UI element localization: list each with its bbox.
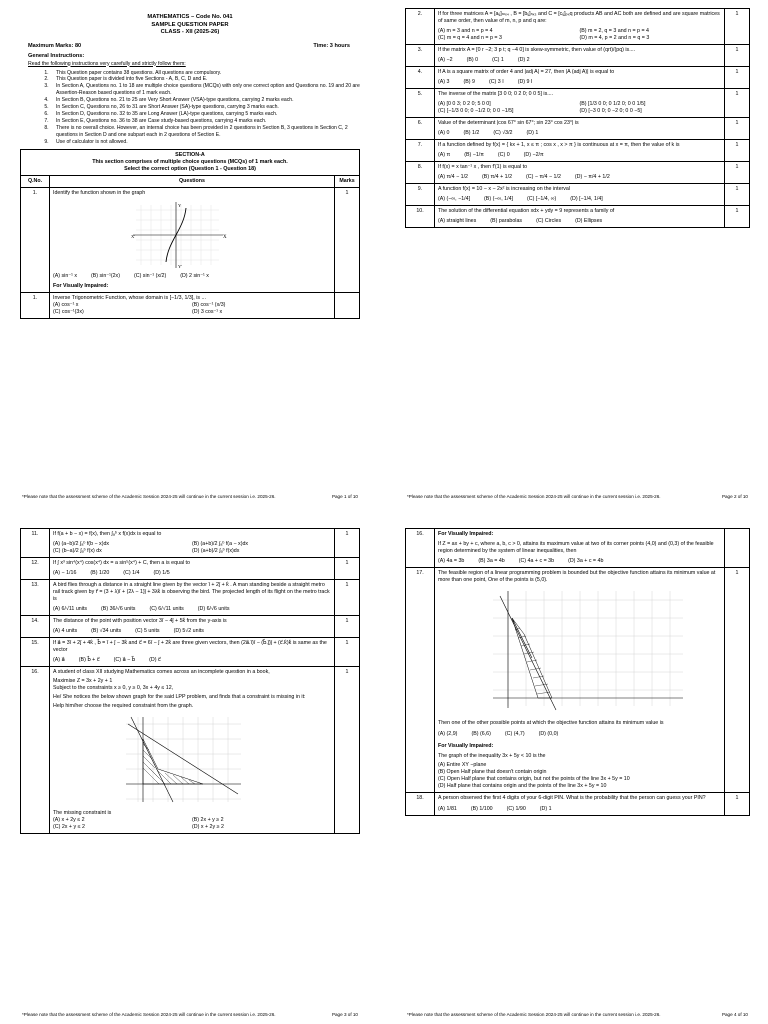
question-text: If f(x) = x tan⁻¹ x , then f′(1) is equal to xyxy=(438,164,528,170)
question-number: 6. xyxy=(406,118,435,140)
option-d: (D) 1 xyxy=(526,130,539,136)
header-line-1: MATHEMATICS – Code No. 041 xyxy=(147,14,233,20)
instructions-list xyxy=(20,70,360,146)
option-c: (C) sin⁻¹ (x/2) xyxy=(133,272,167,279)
question-text: A person observed the first 4 digits of your 6-digit PIN. What is the probability that the person can guess your PIN? xyxy=(438,795,706,801)
option-c: (C) 1 xyxy=(492,57,504,63)
instruction-item: 3. In Section A, Questions no. 1 to 18 are multiple choice questions (MCQs) with only one correct option and Questions no. 19 and 20 are Assertion-Reason based questions of 1 mark each. xyxy=(50,83,360,97)
q1-options xyxy=(53,273,331,280)
question-text: Identify the function shown in the graph xyxy=(53,189,146,196)
general-instructions-subtitle: Read the following instructions very carefully and strictly follow them: xyxy=(28,60,186,67)
q18-options xyxy=(438,806,721,813)
option-d: (D) [−3 0 0; 0 −2 0; 0 0 −5] xyxy=(579,108,642,114)
inverse-sine-graph xyxy=(131,200,229,270)
page-footer xyxy=(407,494,748,500)
option-c: (C) Open Half plane that contains origin, but not the points of the line 3x + 5y = 10 xyxy=(438,776,630,782)
question-text: If ∫ x³ sin⁴(x⁴) cos(x⁴) dx = a sin⁵(x⁴) + C, then a is equal to xyxy=(53,560,190,566)
option-b: (B) (−∞, 1/4] xyxy=(484,196,513,202)
y-neg-label: Y' xyxy=(178,263,183,269)
question-body xyxy=(50,580,335,616)
options xyxy=(53,606,331,613)
option-a: (A) (−∞, −1/4] xyxy=(438,196,471,202)
instruction-item: 6. In Section D, Questions no. 32 to 35 are Long Answer (LA)-type questions, carrying 5 marks each. xyxy=(50,111,360,118)
option-a: (A) 1/81 xyxy=(438,806,457,812)
option-c: (C) 2x + y ≤ 2 xyxy=(53,824,85,830)
option-a: (A) π xyxy=(438,152,451,158)
q16-graph xyxy=(123,714,331,806)
question-body xyxy=(50,638,335,667)
instruction-item: 7. In Section E, Questions no. 36 to 38 are Case study-based questions, carrying 4 marks each. xyxy=(50,118,360,125)
options xyxy=(438,152,721,159)
question-row xyxy=(406,162,750,184)
option-d: (D) 6/√6 units xyxy=(197,606,230,612)
option-c: (C) Circles xyxy=(536,218,562,224)
question-number: 1. xyxy=(21,187,50,292)
option-b: (B) 1/20 xyxy=(90,570,110,576)
question-marks: 1 xyxy=(725,206,750,228)
option-d: (D) (a+b)/2 ∫ₐᵇ f(x)dx xyxy=(192,548,240,554)
question-text: The solution of the differential equation xdx + ydy = 9 represents a family of xyxy=(438,208,615,214)
question-text: If the matrix A = [0 r −2; 3 p t; q −4 0] is skew-symmetric, then value of (qrt)/(pq) is.... xyxy=(438,47,636,53)
question-table-p4 xyxy=(405,528,750,816)
question-number: 2. xyxy=(406,9,435,45)
question-number: 7. xyxy=(406,140,435,162)
question-body xyxy=(50,187,335,292)
option-b: (B) 9 xyxy=(463,79,475,85)
page-4 xyxy=(405,528,750,1018)
option-a: (A) Entire XY −plane xyxy=(438,762,487,768)
option-c: (C) 3 I xyxy=(488,79,504,85)
question-text: If a function defined by f(x) = { kx + 1, x ≤ π ; cos x , x > π } is continuous at x = π, then the value of k is xyxy=(438,142,680,148)
option-a: (A) x + 2y ≤ 2 xyxy=(53,817,85,823)
option-b: (B) Open Half plane that doesn't contain origin xyxy=(438,769,547,775)
table-header-row xyxy=(21,175,360,187)
option-d: (D) 3 cos⁻¹ x xyxy=(192,308,223,315)
options xyxy=(53,657,331,664)
question-body xyxy=(435,793,725,816)
question-body xyxy=(435,9,725,45)
section-a-header xyxy=(20,149,360,174)
option-c: (C) 6/√11 units xyxy=(149,606,184,612)
question-marks: 1 xyxy=(725,67,750,89)
question-body xyxy=(435,45,725,67)
question-marks: 1 xyxy=(725,568,750,793)
question-body xyxy=(435,162,725,184)
visually-impaired-label: For Visually Impaired: xyxy=(438,743,494,749)
question-row xyxy=(21,558,360,580)
q16-extra-1: Maximise Z = 3x + 2y + 1 xyxy=(53,678,113,684)
option-d: (D) 3a + c = 4b xyxy=(568,558,604,564)
question-text: A function f(x) = 10 − x − 2x² is increasing on the interval xyxy=(438,186,571,192)
option-d: (D) m = 4, p = 2 and n = q = 3 xyxy=(579,35,650,41)
question-marks: 1 xyxy=(725,89,750,118)
question-number: 10. xyxy=(406,206,435,228)
lpp-graph xyxy=(123,714,243,806)
question-text: If Z = ax + by + c, where a, b, c > 0, attains its maximum value at two of its corner points (4,0) and (0,3) of the feasible region determined by the system of linear inequalities, then xyxy=(438,541,714,554)
question-row xyxy=(406,89,750,118)
y-axis-label: Y xyxy=(178,202,182,208)
col-qno: Q.No. xyxy=(21,175,50,187)
footer-note: *Please note that the assessment scheme of the Academic Session 2024-25 will continue in the current session i.e. 2025-26. xyxy=(407,1012,661,1018)
question-marks: 1 xyxy=(725,793,750,816)
question-body xyxy=(435,67,725,89)
feasible-region-graph xyxy=(488,588,688,716)
option-a: (A) cos⁻¹ x xyxy=(53,301,79,308)
question-text: If f(a + b − x) = f(x), then ∫ₐᵇ x f(x)dx is equal to xyxy=(53,531,162,537)
page-3 xyxy=(20,528,360,1018)
q16-extra-2: Subject to the constraints x ≥ 0, y ≥ 0, 3x + 4y ≤ 12, xyxy=(53,685,174,691)
section-a xyxy=(20,149,360,318)
page-number: Page 2 of 10 xyxy=(721,494,748,500)
option-c: (C) [−1/3 0 0; 0 −1/2 0; 0 0 −1/5] xyxy=(438,108,514,114)
question-marks: 1 xyxy=(335,187,360,292)
q16-after: The missing constraint is xyxy=(53,810,112,816)
question-row-16 xyxy=(21,667,360,834)
question-row xyxy=(406,184,750,206)
options xyxy=(438,101,721,115)
option-c: (C) − π/4 − 1/2 xyxy=(526,174,561,180)
option-d: (D) − π/4 + 1/2 xyxy=(574,174,610,180)
question-row xyxy=(21,529,360,558)
question-row xyxy=(21,616,360,638)
option-c: (C) (4,7) xyxy=(504,731,525,737)
visually-impaired-label: For Visually Impaired: xyxy=(53,282,109,289)
question-row xyxy=(406,118,750,140)
option-b: (B) 36/√6 units xyxy=(101,606,136,612)
question-marks: 1 xyxy=(335,580,360,616)
question-text: The inverse of the matrix [3 0 0; 0 2 0; 0 0 5] is.... xyxy=(438,91,554,97)
option-b: (B) parabolas xyxy=(490,218,523,224)
option-a: (A) 3 xyxy=(438,79,450,85)
question-number: 14. xyxy=(21,616,50,638)
question-number: 1. xyxy=(21,292,50,318)
q16-extra-3: He/ She notices the below shown graph for the said LPP problem, and finds that a constraint is missing in it: xyxy=(53,694,306,700)
question-body xyxy=(435,184,725,206)
instruction-item: 1. This Question paper contains 38 questions. All questions are compulsory. xyxy=(50,70,360,77)
option-c: (C) 1/4 xyxy=(123,570,140,576)
question-marks: 1 xyxy=(335,558,360,580)
question-number: 11. xyxy=(21,529,50,558)
q17-after: Then one of the other possible points at which the objective function attains its minimum value is xyxy=(438,720,664,726)
section-title: SECTION-A xyxy=(175,152,205,159)
question-marks: 1 xyxy=(725,45,750,67)
section-desc-2: Select the correct option (Question 1 - Question 18) xyxy=(124,166,256,173)
options xyxy=(53,541,331,555)
question-body xyxy=(50,292,335,318)
option-b: (B) 1/100 xyxy=(470,806,493,812)
option-c: (C) 0 xyxy=(497,152,510,158)
question-marks: 1 xyxy=(335,529,360,558)
options xyxy=(438,174,721,181)
question-marks: 1 xyxy=(725,140,750,162)
col-marks: Marks xyxy=(335,175,360,187)
question-table-p1 xyxy=(20,175,360,319)
option-a: (A) a⃗ xyxy=(53,657,65,663)
question-marks: 1 xyxy=(335,667,360,834)
footer-note: *Please note that the assessment scheme of the Academic Session 2024-25 will continue in the current session i.e. 2025-26. xyxy=(407,494,661,500)
question-table-p3 xyxy=(20,528,360,834)
option-c: (C) (b−a)/2 ∫ₐᵇ f(x) dx xyxy=(53,548,102,554)
option-a: (A) straight lines xyxy=(438,218,477,224)
col-questions: Questions xyxy=(50,175,335,187)
question-marks xyxy=(725,529,750,568)
option-c: (C) [−1/4, ∞) xyxy=(527,196,557,202)
instruction-item: 9. Use of calculator is not allowed. xyxy=(50,139,360,146)
option-d: (D) c⃗ xyxy=(149,657,161,663)
option-d: (D) 2 sin⁻¹ x xyxy=(180,272,209,279)
question-row xyxy=(406,140,750,162)
option-b: (B) sin⁻¹(2x) xyxy=(90,272,120,279)
options xyxy=(53,570,331,577)
options xyxy=(438,130,721,137)
option-d: (D) 2 xyxy=(517,57,530,63)
option-c: (C) m = q = 4 and n = p = 3 xyxy=(438,35,502,41)
section-desc-1: This section comprises of multiple choice questions (MCQs) of 1 mark each. xyxy=(92,159,288,166)
question-row-18 xyxy=(406,793,750,816)
marks-time-row xyxy=(28,43,350,49)
options xyxy=(438,28,721,42)
question-number: 9. xyxy=(406,184,435,206)
question-body xyxy=(435,140,725,162)
option-b: (B) 2x + y ≥ 2 xyxy=(192,817,224,823)
question-text: Inverse Trigonometric Function, whose domain is [−1/3, 1/3], is ... xyxy=(53,294,206,301)
question-marks xyxy=(335,292,360,318)
question-marks: 1 xyxy=(335,638,360,667)
option-d: (D) (0,0) xyxy=(538,731,559,737)
option-d: (D) Half plane that contains origin and the points of the line 3x + 5y = 10 xyxy=(438,783,607,789)
question-text: If a⃗ = 3î + 2ĵ + 4k̂ , b⃗ = î + ĵ − 3k̂ and c⃗ = 6î − ĵ + 2k̂ are three given vectors, then (2a⃗.î)î − (b⃗.ĵ)ĵ + (c⃗.k̂)k̂ is same as the vector xyxy=(53,640,327,653)
q17-options xyxy=(438,731,721,738)
option-b: (B) √34 units xyxy=(91,628,122,634)
page-number: Page 3 of 10 xyxy=(331,1012,358,1018)
option-b: (B) (6,6) xyxy=(471,731,491,737)
option-b: (B) 3a = 4b xyxy=(478,558,505,564)
vi-question-text: The graph of the inequality 3x + 5y < 10 is the xyxy=(438,753,546,759)
question-text: Value of the determinant |cos 67° sin 67°; sin 23° cos 23°| is xyxy=(438,120,579,126)
question-text: A student of class XII studying Mathematics comes across an incomplete question in a book, xyxy=(53,669,270,675)
question-body xyxy=(50,529,335,558)
option-b: (B) b⃗ + c⃗ xyxy=(78,657,100,663)
question-marks: 1 xyxy=(725,184,750,206)
option-b: (B) (a+b)/2 ∫ₐᵇ f(a − x)dx xyxy=(192,541,249,547)
option-b: (B) π/4 + 1/2 xyxy=(482,174,513,180)
question-text: The distance of the point with position vector 3î − 4ĵ + 5k̂ from the y-axis is xyxy=(53,618,227,624)
question-text: The feasible region of a linear programming problem is bounded but the objective function attains its minimum value at more than one point, One of the points is (5,0). xyxy=(438,570,716,583)
option-a: (A) 4a = 3b xyxy=(438,558,465,564)
x-axis-label: X xyxy=(223,234,227,240)
options xyxy=(438,218,721,225)
option-d: (D) [−1/4, 1/4] xyxy=(570,196,603,202)
option-a: (A) − 1/16 xyxy=(53,570,77,576)
q17-graph xyxy=(488,588,721,716)
option-a: (A) (2,9) xyxy=(438,731,458,737)
option-a: (A) sin⁻¹ x xyxy=(53,272,77,279)
q16-extra-4: Help him/her choose the required constraint from the graph. xyxy=(53,703,194,709)
option-d: (D) Ellipses xyxy=(575,218,603,224)
question-row xyxy=(406,67,750,89)
question-body xyxy=(50,667,335,834)
question-row-16-vi xyxy=(406,529,750,568)
question-body xyxy=(50,616,335,638)
question-number: 15. xyxy=(21,638,50,667)
question-row xyxy=(406,206,750,228)
question-row xyxy=(21,638,360,667)
footer-note: *Please note that the assessment scheme of the Academic Session 2024-25 will continue in the current session i.e. 2025-26. xyxy=(22,494,276,500)
option-d: (D) −2/π xyxy=(523,152,544,158)
question-marks: 1 xyxy=(725,9,750,45)
general-instructions-title: General Instructions: xyxy=(28,52,85,59)
question-number: 13. xyxy=(21,580,50,616)
page-number: Page 1 of 10 xyxy=(331,494,358,500)
page-1 xyxy=(20,8,360,500)
option-c: (C) 1/90 xyxy=(506,806,526,812)
option-d: (D) x + 2y ≥ 2 xyxy=(192,824,224,830)
option-c: (C) a⃗ − b⃗ xyxy=(113,657,136,663)
q16vi-options xyxy=(438,558,721,565)
option-b: (B) −1/π xyxy=(464,152,484,158)
instruction-item: 4. In Section B, Questions no. 21 to 25 are Very Short Answer (VSA)-type questions, carrying 2 marks each. xyxy=(50,97,360,104)
question-row-1 xyxy=(21,187,360,292)
page-footer xyxy=(22,1012,358,1018)
question-row xyxy=(21,580,360,616)
option-a: (A) π/4 − 1/2 xyxy=(438,174,469,180)
option-c: (C) 5 units xyxy=(135,628,160,634)
question-marks: 1 xyxy=(335,616,360,638)
vi-options xyxy=(53,302,331,316)
option-a: (A) 0 xyxy=(438,130,450,136)
question-text: If for three matrices A = [aᵢⱼ]ₘₓ₄ , B = [bᵢⱼ]ₙₓ₃ and C = [cᵢⱼ]ₚₓq products AB and AC both are defined and are square matrices of same order, then value of m, n, p and q are: xyxy=(438,11,720,24)
option-a: (A) −2 xyxy=(438,57,453,63)
page-footer xyxy=(407,1012,748,1018)
option-b: (B) 1/2 xyxy=(463,130,480,136)
question-number: 17. xyxy=(406,568,435,793)
options xyxy=(438,79,721,86)
page-number: Page 4 of 10 xyxy=(721,1012,748,1018)
option-a: (A) [0 0 3; 0 2 0; 5 0 0] xyxy=(438,101,491,107)
visually-impaired-label: For Visually Impaired: xyxy=(438,531,494,537)
paper-header xyxy=(20,14,360,37)
question-marks: 1 xyxy=(725,118,750,140)
footer-note: *Please note that the assessment scheme of the Academic Session 2024-25 will continue in the current session i.e. 2025-26. xyxy=(22,1012,276,1018)
question-table-p2 xyxy=(405,8,750,228)
option-d: (D) 9 I xyxy=(517,79,533,85)
q1-graph xyxy=(131,200,331,270)
vi-options xyxy=(438,762,721,790)
option-a: (A) m = 3 and n = p = 4 xyxy=(438,28,493,34)
instruction-item: 2. This Question paper is divided into five Sections - A, B, C, D and E. xyxy=(50,76,360,83)
option-d: (D) 5√2 units xyxy=(173,628,204,634)
time-allowed: Time: 3 hours xyxy=(313,42,350,49)
question-body xyxy=(50,558,335,580)
option-b: (B) 0 xyxy=(466,57,479,63)
option-b: (B) cos⁻¹ (x/3) xyxy=(192,301,226,308)
question-row-17 xyxy=(406,568,750,793)
q16-options xyxy=(53,817,331,831)
question-row xyxy=(406,9,750,45)
question-text: If A is a square matrix of order 4 and |adj A| = 27, then |A (adj A)| is equal to xyxy=(438,69,615,75)
question-number: 16. xyxy=(21,667,50,834)
question-text: A bird flies through a distance in a straight line given by the vector î + 2ĵ + k̂ . A man standing beside a straight metro rail track given by r⃗ = (3 + λ)î + (2λ − 1)ĵ + 3λk̂ is observing the bird. The projected length of its flight on the metro track is xyxy=(53,582,330,602)
question-body xyxy=(435,89,725,118)
question-body xyxy=(435,206,725,228)
option-c: (C) √3/2 xyxy=(493,130,513,136)
question-row xyxy=(406,45,750,67)
question-number: 3. xyxy=(406,45,435,67)
question-number: 12. xyxy=(21,558,50,580)
question-number: 8. xyxy=(406,162,435,184)
question-body xyxy=(435,568,725,793)
instruction-item: 5. In Section C, Questions no, 26 to 31 are Short Answer (SA)-type questions, carrying 3 marks each. xyxy=(50,104,360,111)
option-a: (A) (a−b)/2 ∫ₐᵇ f(b − x)dx xyxy=(53,541,110,547)
option-c: (C) cos⁻¹(3x) xyxy=(53,308,84,315)
option-d: (D) 1/5 xyxy=(153,570,170,576)
max-marks: Maximum Marks: 80 xyxy=(28,42,82,49)
option-b: (B) m = 2, q = 3 and n = p = 4 xyxy=(579,28,649,34)
question-number: 5. xyxy=(406,89,435,118)
question-marks: 1 xyxy=(725,162,750,184)
option-d: (D) 1 xyxy=(539,806,552,812)
page-footer xyxy=(22,494,358,500)
header-line-3: CLASS - XII (2025-26) xyxy=(160,29,220,35)
question-number: 16. xyxy=(406,529,435,568)
question-body xyxy=(435,118,725,140)
question-number: 18. xyxy=(406,793,435,816)
page-2 xyxy=(405,8,750,500)
option-b: (B) [1/3 0 0; 0 1/2 0; 0 0 1/5] xyxy=(579,101,646,107)
options xyxy=(438,57,721,64)
option-a: (A) 6/√11 units xyxy=(53,606,88,612)
options xyxy=(53,628,331,635)
option-a: (A) 4 units xyxy=(53,628,78,634)
x-neg-label: X' xyxy=(131,233,136,239)
question-number: 4. xyxy=(406,67,435,89)
question-body xyxy=(435,529,725,568)
options xyxy=(438,196,721,203)
option-c: (C) 4a + c = 3b xyxy=(518,558,555,564)
question-row-1-vi xyxy=(21,292,360,318)
header-line-2: SAMPLE QUESTION PAPER xyxy=(151,21,229,28)
instruction-item: 8. There is no overall choice. However, an internal choice has been provided in 2 questions in Section B, 3 questions in Section C, 2 questions in Section D and one subpart each in 2 questions of Section E. xyxy=(50,125,360,139)
